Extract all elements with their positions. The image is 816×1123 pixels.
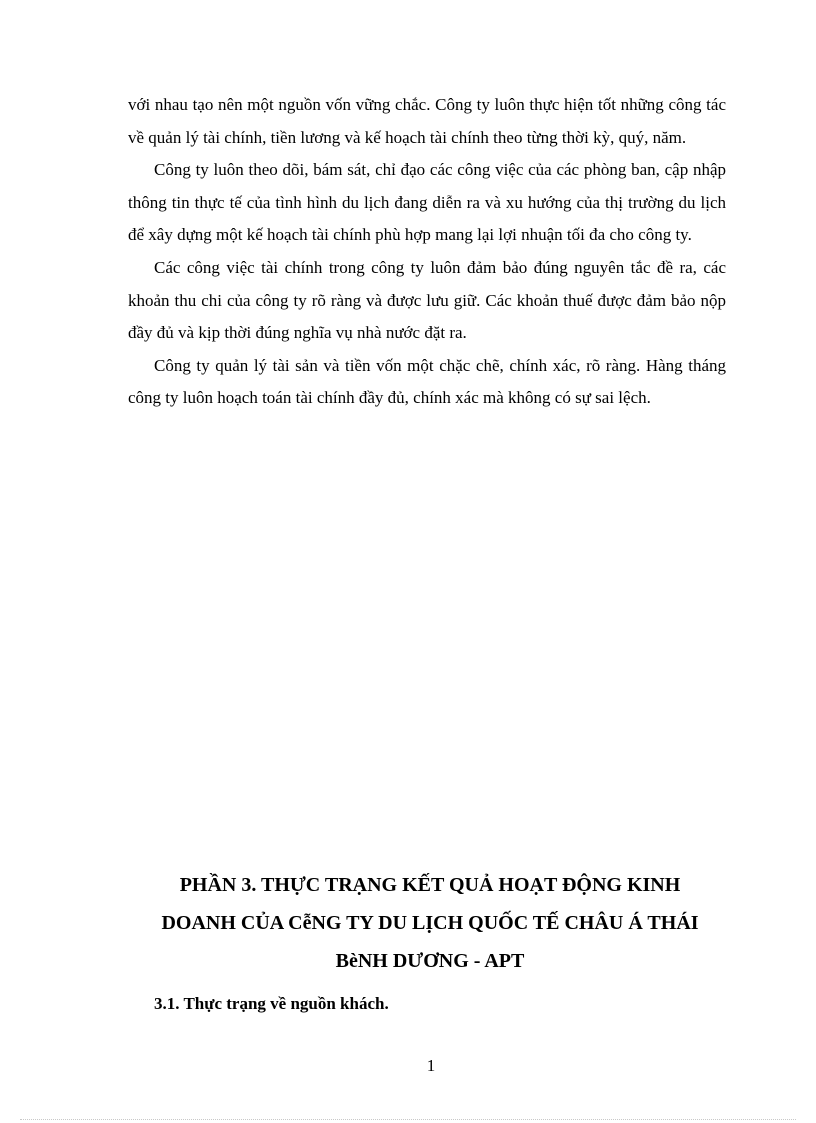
body-text bbox=[128, 89, 726, 415]
section-heading-line: PHẦN 3. THỰC TRẠNG KẾT QUẢ HOẠT ĐỘNG KINH bbox=[179, 874, 681, 896]
page-number: 1 bbox=[426, 1056, 436, 1075]
subsection-heading: 3.1. Thực trạng về nguồn khách. bbox=[154, 994, 389, 1013]
section-heading-line: DOANH CỦA CễNG TY DU LỊCH QUỐC TẾ CHÂU Á THÁI bbox=[161, 912, 699, 934]
page-edge-divider bbox=[20, 1119, 796, 1120]
paragraph-asset-management: Công ty quản lý tài sản và tiền vốn một chặc chẽ, chính xác, rõ ràng. Hàng tháng công ty luôn hoạch toán tài chính đầy đủ, chính xác mà không có sự sai lệch. bbox=[128, 355, 726, 408]
section-heading bbox=[110, 866, 750, 980]
paragraph-continuation: với nhau tạo nên một nguồn vốn vững chắc. Công ty luôn thực hiện tốt những công tác về quản lý tài chính, tiền lương và kế hoạch tài chính theo từng thời kỳ, quý, năm. bbox=[128, 95, 726, 147]
paragraph-financial-principles: Các công việc tài chính trong công ty luôn đảm bảo đúng nguyên tắc đề ra, các khoản thu chi của công ty rõ ràng và được lưu giữ. Các khoản thuế được đảm bảo nộp đầy đủ và kịp thời đúng nghĩa vụ nhà nước đặt ra. bbox=[128, 257, 726, 343]
section-heading-line: BèNH DƯƠNG - APT bbox=[335, 950, 525, 972]
paragraph-company-monitoring: Công ty luôn theo dõi, bám sát, chỉ đạo các công việc của các phòng ban, cập nhập thông tin thực tế của tình hình du lịch đang diễn ra và xu hướng của thị trường du lịch để xây dựng một kế hoạch tài chính phù hợp mang lại lợi nhuận tối đa cho công ty. bbox=[128, 160, 726, 245]
